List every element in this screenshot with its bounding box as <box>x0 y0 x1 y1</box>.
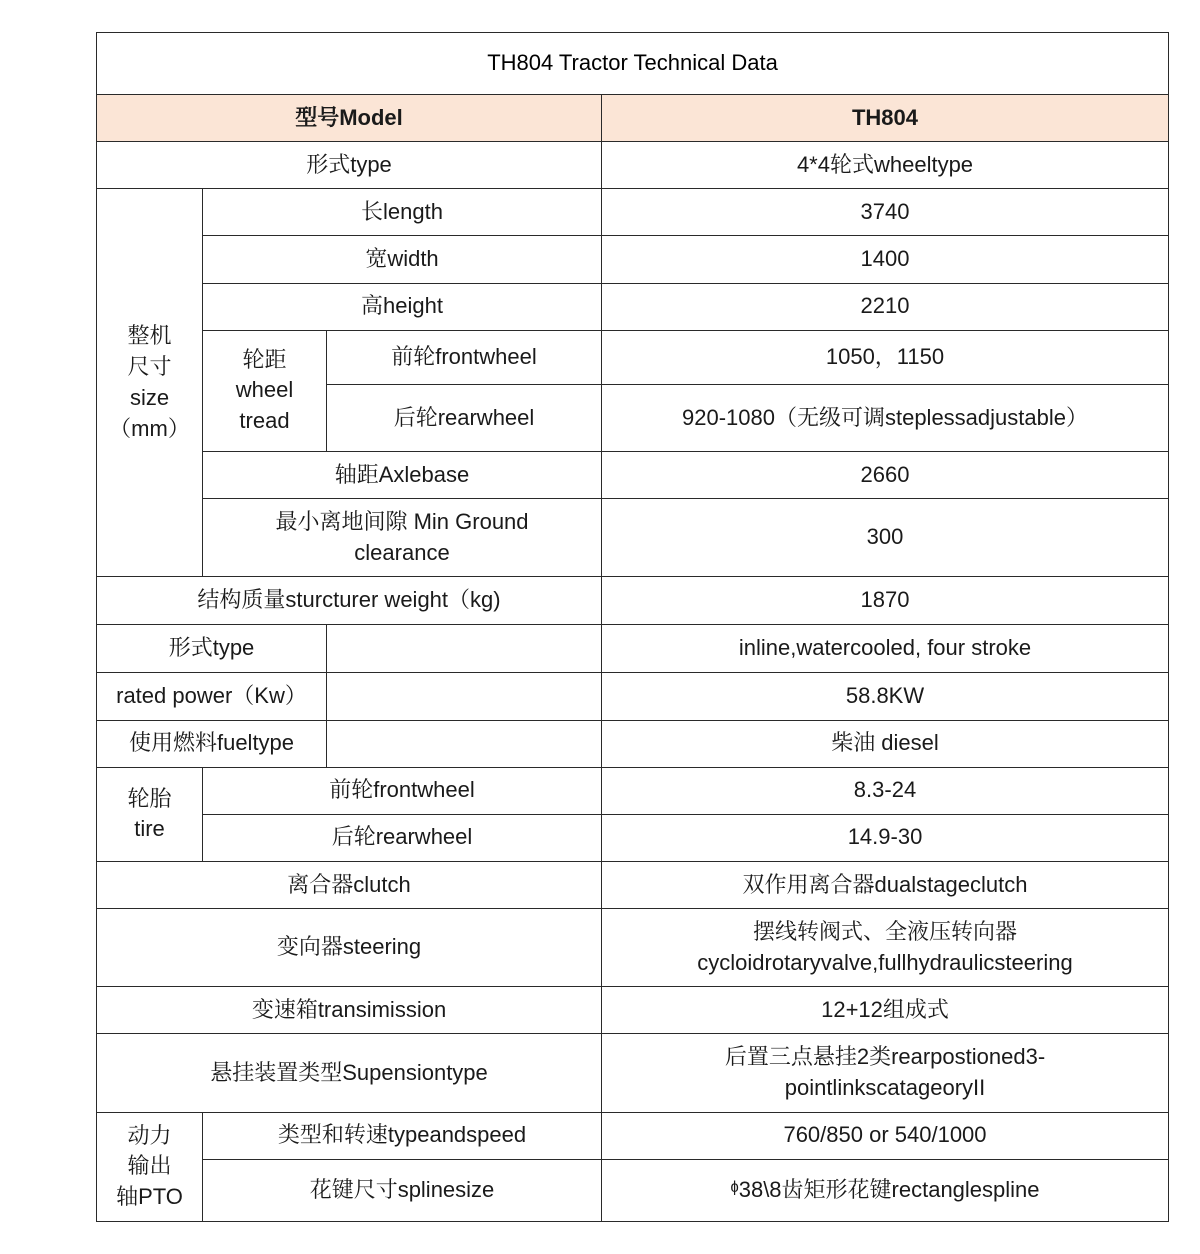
steering-value: 摆线转阀式、全液压转向器 cycloidrotaryvalve,fullhydraulicsteering <box>602 909 1169 987</box>
rated-power-label: rated power（Kw） <box>97 672 327 720</box>
rated-power-value: 58.8KW <box>602 672 1169 720</box>
axlebase-label: 轴距Axlebase <box>203 451 602 498</box>
pto-spline-value: ᶲ38\8齿矩形花键rectanglespline <box>602 1159 1169 1221</box>
pto-spline-label: 花键尺寸splinesize <box>203 1159 602 1221</box>
transmission-label: 变速箱transimission <box>97 987 602 1034</box>
fuel-label: 使用燃料fueltype <box>97 720 327 767</box>
length-label: 长length <box>203 189 602 236</box>
clutch-label: 离合器clutch <box>97 861 602 908</box>
height-label: 高height <box>203 283 602 330</box>
suspension-value: 后置三点悬挂2类rearpostioned3- pointlinkscatageoryII <box>602 1034 1169 1112</box>
fuel-blank <box>327 720 602 767</box>
spec-table <box>96 32 1169 1222</box>
rear-tread-label: 后轮rearwheel <box>327 384 602 451</box>
model-label: 型号Model <box>97 95 602 142</box>
type-value: 4*4轮式wheeltype <box>602 142 1169 189</box>
height-value: 2210 <box>602 283 1169 330</box>
size-group-label: 整机 尺寸 size （mm） <box>97 189 203 577</box>
engine-type-value: inline,watercooled, four stroke <box>602 625 1169 672</box>
steering-label: 变向器steering <box>97 909 602 987</box>
clutch-value: 双作用离合器dualstageclutch <box>602 861 1169 908</box>
type-label: 形式type <box>97 142 602 189</box>
front-tread-label: 前轮frontwheel <box>327 330 602 384</box>
suspension-label: 悬挂装置类型Supensiontype <box>97 1034 602 1112</box>
width-label: 宽width <box>203 236 602 283</box>
width-value: 1400 <box>602 236 1169 283</box>
transmission-value: 12+12组成式 <box>602 987 1169 1034</box>
pto-speed-label: 类型和转速typeandspeed <box>203 1112 602 1159</box>
weight-value: 1870 <box>602 577 1169 625</box>
ground-clearance-label: 最小离地间隙 Min Ground clearance <box>203 499 602 577</box>
tire-front-value: 8.3-24 <box>602 767 1169 814</box>
table-title: TH804 Tractor Technical Data <box>97 33 1169 95</box>
tire-rear-value: 14.9-30 <box>602 814 1169 861</box>
rear-tread-value: 920-1080（无级可调steplessadjustable） <box>602 384 1169 451</box>
wheel-tread-label: 轮距 wheel tread <box>203 330 327 451</box>
rated-power-blank <box>327 672 602 720</box>
pto-speed-value: 760/850 or 540/1000 <box>602 1112 1169 1159</box>
model-value: TH804 <box>602 95 1169 142</box>
tire-group-label: 轮胎 tire <box>97 767 203 861</box>
engine-type-label: 形式type <box>97 625 327 672</box>
tire-rear-label: 后轮rearwheel <box>203 814 602 861</box>
pto-group-label: 动力 输出 轴PTO <box>97 1112 203 1221</box>
front-tread-value: 1050，1150 <box>602 330 1169 384</box>
weight-label: 结构质量sturcturer weight（kg) <box>97 577 602 625</box>
tire-front-label: 前轮frontwheel <box>203 767 602 814</box>
fuel-value: 柴油 diesel <box>602 720 1169 767</box>
length-value: 3740 <box>602 189 1169 236</box>
engine-type-blank <box>327 625 602 672</box>
ground-clearance-value: 300 <box>602 499 1169 577</box>
axlebase-value: 2660 <box>602 451 1169 498</box>
